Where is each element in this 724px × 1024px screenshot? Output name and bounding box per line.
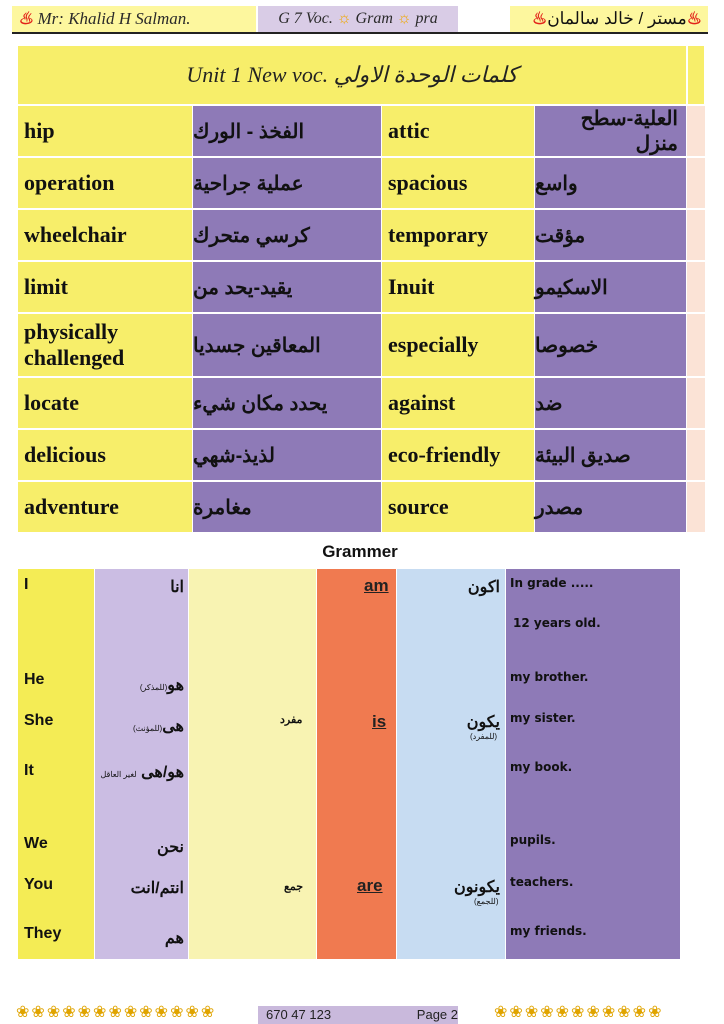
verb-ar-am: اكون xyxy=(467,579,500,596)
pronoun-i: I xyxy=(24,576,29,593)
vocab-ar-text: واسع xyxy=(535,172,578,195)
verb-are: are xyxy=(357,876,383,895)
vocab-en-text: delicious xyxy=(24,441,106,467)
vocab-ar-cell xyxy=(193,430,381,480)
pronoun-it: It xyxy=(24,762,34,779)
pronoun-ar-i: انا xyxy=(170,579,184,596)
vocab-ar-cell xyxy=(193,158,381,208)
vocab-ar-cell xyxy=(535,106,686,156)
verb-ar-are: يكونون xyxy=(453,879,500,896)
vocab-en-cell xyxy=(18,378,192,428)
grade-label: G 7 Voc. xyxy=(278,10,333,27)
row-edge-strip xyxy=(687,158,705,208)
vocab-ar-text: خصوصا xyxy=(535,334,599,357)
vocab-ar-text: لذيذ-شهي xyxy=(193,444,275,467)
complement-friends: my friends. xyxy=(510,924,587,938)
vocab-ar-text: مغامرة xyxy=(193,496,252,519)
header-rule xyxy=(12,32,708,34)
vocab-en-cell xyxy=(18,210,192,260)
row-edge-strip xyxy=(687,482,705,532)
vocab-en-cell xyxy=(18,430,192,480)
complement-brother: my brother. xyxy=(510,670,589,684)
vocab-ar-cell xyxy=(193,106,381,156)
vocab-ar-cell xyxy=(535,314,686,376)
vocab-ar-cell xyxy=(535,262,686,312)
vocab-ar-cell xyxy=(193,210,381,260)
vocab-en-cell xyxy=(18,106,192,156)
pronoun-she: She xyxy=(24,712,54,729)
vocab-en-cell xyxy=(382,262,534,312)
pra-label: pra xyxy=(415,10,438,27)
vocab-en-text: temporary xyxy=(388,221,489,247)
sun-icon: ☼ xyxy=(336,10,352,27)
vocab-en-cell xyxy=(18,482,192,532)
vocab-en-cell xyxy=(382,158,534,208)
row-edge-strip xyxy=(687,378,705,428)
vocab-ar-cell xyxy=(535,430,686,480)
vocab-ar-text: صديق البيئة xyxy=(535,444,631,467)
header-middle xyxy=(258,6,458,32)
pronoun-we: We xyxy=(24,835,48,852)
singular-label: مفرد xyxy=(280,714,303,726)
vocab-en-text: hip xyxy=(24,117,55,143)
pronoun-ar-we: نحن xyxy=(157,839,184,856)
vocab-en-cell xyxy=(382,210,534,260)
sun-icon: ☼ xyxy=(396,10,412,27)
vocab-ar-cell xyxy=(193,482,381,532)
vocab-en-text: especially xyxy=(388,331,479,357)
complement-teachers: teachers. xyxy=(510,875,574,889)
vocab-en-text: eco-friendly xyxy=(388,441,501,467)
gram-label: Gram xyxy=(355,10,393,27)
vocab-ar-cell xyxy=(193,314,381,376)
row-edge-strip xyxy=(687,210,705,260)
verb-is: is xyxy=(372,712,387,731)
number-column xyxy=(189,569,316,959)
pronoun-ar-you: انتم/انت xyxy=(130,880,184,897)
vocab-en-text: wheelchair xyxy=(24,221,127,247)
sunflower-row-right: ❀❀❀❀❀❀❀❀❀❀❀ xyxy=(494,1004,664,1021)
flame-icon: ♨ xyxy=(686,9,702,28)
note-feminine: (للمؤنث) xyxy=(132,724,163,733)
unit-title-edge xyxy=(686,46,704,104)
pronoun-ar-it-text: هو/هى xyxy=(141,764,184,781)
pronoun-ar-he-text: هو xyxy=(167,677,184,694)
vocab-ar-text: العلية-سطح منزل xyxy=(580,108,678,155)
note-nonhuman: لغير العاقل xyxy=(100,770,137,779)
sunflower-row-left: ❀❀❀❀❀❀❀❀❀❀❀❀❀ xyxy=(16,1004,217,1021)
vocab-en-cell xyxy=(18,262,192,312)
vocab-ar-text: عملية جراحية xyxy=(193,172,304,195)
footer-phone: 670 47 123 xyxy=(266,1007,332,1022)
vocab-ar-text: ضد xyxy=(535,392,563,415)
vocab-en-cell xyxy=(382,482,534,532)
pronoun-ar-she-text: هى xyxy=(162,718,184,735)
note-singular: (للمفرد) xyxy=(470,732,498,741)
header-right xyxy=(510,6,708,32)
pronoun-ar-she xyxy=(100,716,184,736)
flame-icon: ♨ xyxy=(18,9,34,28)
vocab-ar-cell xyxy=(535,158,686,208)
vocab-ar-text: يقيد-يحد من xyxy=(193,276,293,299)
vocab-ar-cell xyxy=(535,482,686,532)
flame-icon: ♨ xyxy=(531,9,548,28)
vocab-en-cell xyxy=(18,314,192,376)
vocab-ar-cell xyxy=(535,210,686,260)
vocab-ar-text: الاسكيمو xyxy=(535,276,608,299)
verb-column xyxy=(317,569,396,959)
vocab-en-text: spacious xyxy=(388,169,468,195)
pronoun-ar-they: هم xyxy=(164,930,184,947)
vocab-en-cell xyxy=(382,430,534,480)
plural-label: جمع xyxy=(284,881,304,893)
vocab-ar-text: الفخذ - الورك xyxy=(193,120,305,143)
vocab-en-text: against xyxy=(388,389,456,415)
unit-title: Unit 1 New voc. كلمات الوحدة الاولي xyxy=(18,46,686,104)
verb-ar-is: يكون xyxy=(466,714,500,731)
teacher-name-en: Mr: Khalid H Salman. xyxy=(37,9,191,28)
pronoun-he: He xyxy=(24,671,45,688)
vocab-en-cell xyxy=(18,158,192,208)
complement-grade: In grade ..... xyxy=(510,576,594,590)
vocab-en-cell xyxy=(382,314,534,376)
row-edge-strip xyxy=(687,314,705,376)
vocab-en-text: operation xyxy=(24,169,115,195)
footer-page: Page 2 xyxy=(416,1007,458,1022)
vocab-en-text: limit xyxy=(24,273,68,299)
vocab-en-text: adventure xyxy=(24,493,119,519)
note-masculine: (للمذكر) xyxy=(139,683,168,692)
verb-am: am xyxy=(364,576,389,595)
complement-pupils: pupils. xyxy=(510,833,556,847)
vocab-en-text: attic xyxy=(388,117,430,143)
row-edge-strip xyxy=(687,262,705,312)
vocab-ar-text: يحدد مكان شيء xyxy=(193,392,328,415)
vocab-en-text: Inuit xyxy=(388,273,435,299)
vocab-ar-text: كرسي متحرك xyxy=(193,224,310,247)
pronoun-ar-he xyxy=(100,675,184,695)
vocab-ar-cell xyxy=(193,378,381,428)
vocab-ar-text: مصدر xyxy=(535,496,584,519)
header-left xyxy=(12,6,256,32)
vocab-ar-text: مؤقت xyxy=(535,224,586,247)
vocab-ar-cell xyxy=(535,378,686,428)
pronoun-they: They xyxy=(24,925,62,942)
vocab-ar-text: المعاقين جسديا xyxy=(193,334,321,357)
complement-sister: my sister. xyxy=(510,711,576,725)
vocab-en-text: locate xyxy=(24,389,79,415)
footer-bar xyxy=(258,1006,458,1024)
note-plural: (للجمع) xyxy=(474,897,499,906)
complement-age: 12 years old. xyxy=(513,616,601,630)
complement-book: my book. xyxy=(510,760,573,774)
vocab-en-text: physically challenged xyxy=(24,318,125,370)
pronoun-you: You xyxy=(24,876,54,893)
teacher-name-ar: مستر / خالد سالمان xyxy=(547,9,687,28)
vocab-ar-cell xyxy=(193,262,381,312)
grammar-title: Grammer xyxy=(322,542,398,561)
vocab-en-cell xyxy=(382,106,534,156)
row-edge-strip xyxy=(687,106,705,156)
pronoun-ar-it xyxy=(100,762,184,782)
row-edge-strip xyxy=(687,430,705,480)
vocab-en-cell xyxy=(382,378,534,428)
vocab-en-text: source xyxy=(388,493,449,519)
